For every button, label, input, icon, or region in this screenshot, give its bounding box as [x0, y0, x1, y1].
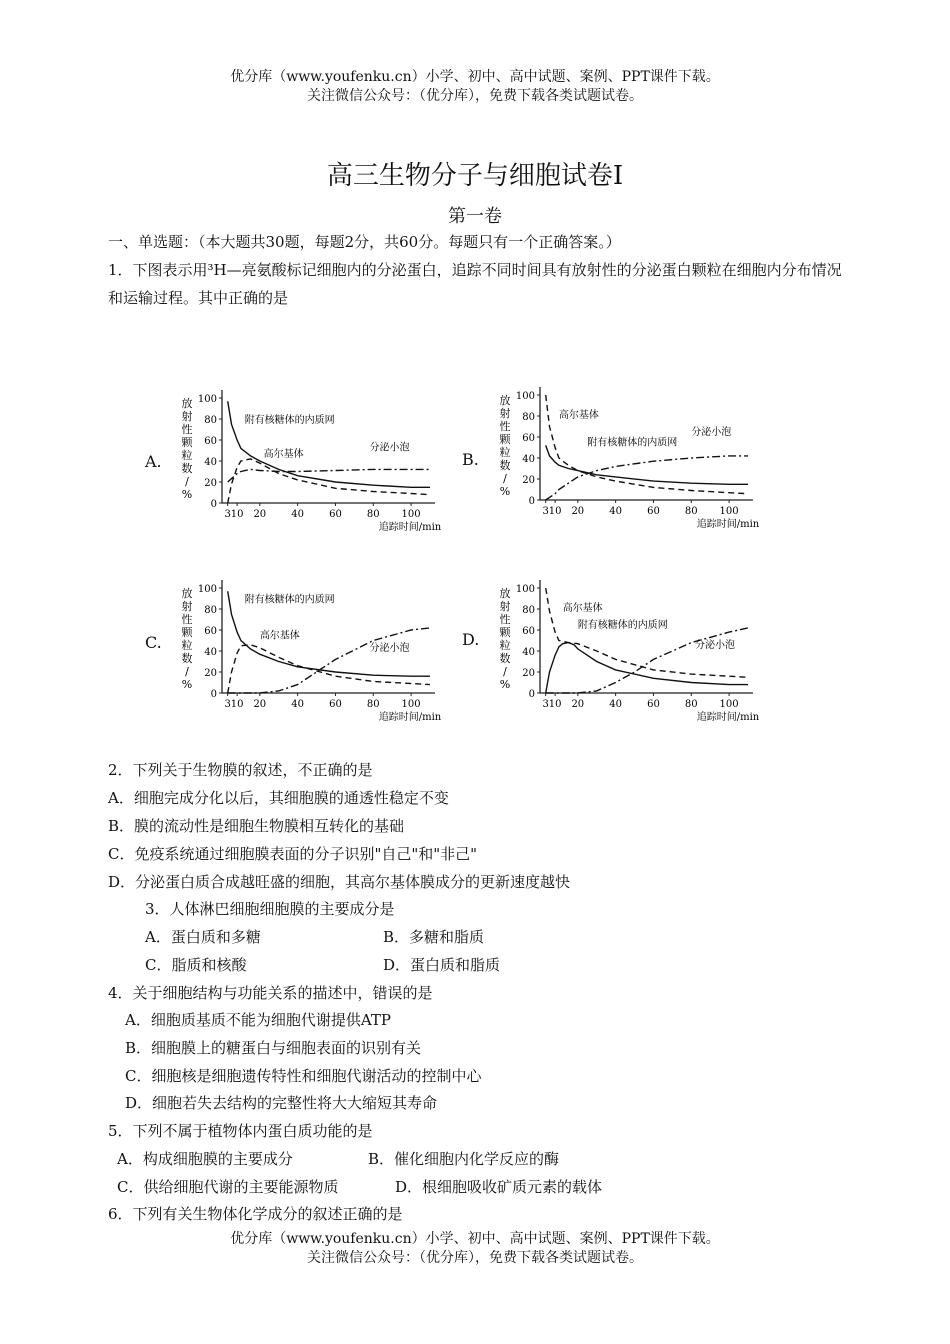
- y-axis-label-char: %: [181, 678, 193, 691]
- x-tick-label: 10: [548, 699, 562, 710]
- question-2-stem: 2．下列关于生物膜的叙述，不正确的是: [108, 761, 373, 779]
- y-axis-label-char: 放: [181, 587, 193, 600]
- question-5-option-b: B．催化细胞内化学反应的酶: [368, 1150, 560, 1168]
- y-axis-label-char: 粒: [499, 639, 511, 652]
- x-tick-label: 10: [230, 699, 244, 710]
- question-5-option-a: A．构成细胞膜的主要成分: [117, 1150, 293, 1168]
- y-axis-label-char: 放: [181, 397, 193, 410]
- y-tick-label: 60: [204, 626, 217, 637]
- question-4-option-b: B．细胞膜上的糖蛋白与细胞表面的识别有关: [125, 1039, 422, 1057]
- y-tick-label: 100: [197, 584, 217, 595]
- x-tick-label: 3: [542, 506, 549, 517]
- y-axis-label-char: 粒: [181, 449, 193, 462]
- y-axis-label-char: 射: [181, 600, 193, 613]
- vesicle-label: 分泌小泡: [369, 643, 410, 654]
- y-tick-label: 0: [210, 689, 217, 700]
- option-b-label: B.: [462, 450, 479, 469]
- y-axis-label-char: 射: [499, 600, 511, 613]
- y-axis-label-char: %: [181, 488, 193, 501]
- y-tick-label: 100: [197, 394, 217, 405]
- y-tick-label: 20: [522, 475, 535, 486]
- option-a-label: A.: [145, 452, 162, 471]
- x-tick-label: 20: [253, 699, 267, 710]
- question-2-option-b: B．膜的流动性是细胞生物膜相互转化的基础: [108, 817, 405, 835]
- y-tick-label: 60: [204, 436, 217, 447]
- question-4-option-a: A．细胞质基质不能为细胞代谢提供ATP: [125, 1011, 391, 1029]
- x-tick-label: 10: [230, 509, 244, 520]
- y-tick-label: 40: [204, 457, 217, 468]
- question-4-option-c: C．细胞核是细胞遗传特性和细胞代谢活动的控制中心: [125, 1067, 482, 1085]
- y-axis-label-char: %: [499, 485, 511, 498]
- er-label: 附有核糖体的内质网: [244, 594, 335, 606]
- x-tick-label: 100: [401, 699, 421, 710]
- x-tick-label: 80: [684, 699, 698, 710]
- x-tick-label: 40: [609, 699, 623, 710]
- x-tick-label: 100: [719, 699, 739, 710]
- x-tick-label: 10: [548, 506, 562, 517]
- question-3-option-b: B．多糖和脂质: [383, 928, 485, 946]
- x-tick-label: 100: [719, 506, 739, 517]
- x-axis-label: 追踪时间/min: [696, 712, 760, 723]
- header-line-1: 优分库（www.youfenku.cn）小学、初中、高中试题、案例、PPT课件下载。: [230, 69, 720, 85]
- y-axis-label-char: 性: [499, 613, 511, 626]
- chart-a: [170, 375, 450, 535]
- x-tick-label: 40: [291, 699, 305, 710]
- y-axis-label-char: %: [499, 678, 511, 691]
- question-4-stem: 4．关于细胞结构与功能关系的描述中，错误的是: [108, 984, 433, 1002]
- chart-b: [488, 372, 768, 532]
- footer-line-1: 优分库（www.youfenku.cn）小学、初中、高中试题、案例、PPT课件下载。: [230, 1231, 720, 1247]
- y-tick-label: 100: [515, 391, 535, 402]
- golgi-label: 高尔基体: [263, 448, 304, 460]
- chart-d: [488, 565, 768, 725]
- x-tick-label: 60: [647, 699, 660, 710]
- question-5-option-c: C．供给细胞代谢的主要能源物质: [117, 1178, 339, 1196]
- page-title: 高三生物分子与细胞试卷Ⅰ: [326, 161, 624, 191]
- y-tick-label: 20: [204, 668, 217, 679]
- x-tick-label: 3: [224, 509, 231, 520]
- y-tick-label: 80: [204, 415, 217, 426]
- question-3-option-d: D．蛋白质和脂质: [383, 956, 501, 974]
- series-line: [546, 456, 748, 500]
- y-tick-label: 20: [204, 478, 217, 489]
- question-3-stem: 3．人体淋巴细胞细胞膜的主要成分是: [145, 900, 395, 918]
- golgi-label: 高尔基体: [558, 410, 599, 422]
- y-axis-label-char: /: [503, 472, 507, 485]
- y-axis-label-char: 性: [499, 420, 511, 433]
- x-tick-label: 60: [329, 699, 342, 710]
- option-c-label: C.: [145, 633, 162, 652]
- y-tick-label: 0: [528, 496, 535, 507]
- question-5-stem: 5．下列不属于植物体内蛋白质功能的是: [108, 1122, 373, 1140]
- header-line-2: 关注微信公众号：（优分库），免费下载各类试题试卷。: [307, 88, 643, 104]
- y-tick-label: 40: [522, 454, 535, 465]
- option-d-label: D.: [462, 630, 480, 649]
- y-axis-label-char: /: [185, 475, 189, 488]
- er-label: 附有核糖体的内质网: [244, 415, 335, 427]
- y-axis-label-char: 放: [499, 587, 511, 600]
- x-tick-label: 20: [253, 509, 267, 520]
- y-tick-label: 100: [515, 584, 535, 595]
- vesicle-label: 分泌小泡: [695, 639, 736, 651]
- y-axis-label-char: 性: [181, 613, 193, 626]
- golgi-label: 高尔基体: [562, 603, 603, 615]
- y-tick-label: 40: [522, 647, 535, 658]
- x-tick-label: 3: [542, 699, 549, 710]
- y-tick-label: 0: [528, 689, 535, 700]
- x-tick-label: 20: [571, 506, 585, 517]
- y-axis-label-char: 粒: [181, 639, 193, 652]
- x-axis-label: 追踪时间/min: [378, 522, 442, 533]
- y-tick-label: 60: [522, 626, 535, 637]
- x-axis-label: 追踪时间/min: [378, 712, 442, 723]
- golgi-label: 高尔基体: [259, 630, 300, 642]
- footer-line-2: 关注微信公众号：（优分库），免费下载各类试题试卷。: [307, 1250, 643, 1266]
- y-axis-label-char: 射: [499, 407, 511, 420]
- x-tick-label: 80: [684, 506, 698, 517]
- question-5-option-d: D．根细胞吸收矿质元素的载体: [395, 1178, 603, 1196]
- series-line: [228, 469, 430, 482]
- y-axis-label-char: 颗: [499, 433, 511, 446]
- y-axis-label-char: 颗: [181, 626, 193, 639]
- x-axis-label: 追踪时间/min: [696, 519, 760, 530]
- x-tick-label: 3: [224, 699, 231, 710]
- section-subtitle: 第一卷: [448, 206, 502, 227]
- question-2-option-a: A．细胞完成分化以后，其细胞膜的通透性稳定不变: [108, 789, 449, 807]
- question-6-stem: 6．下列有关生物体化学成分的叙述正确的是: [108, 1205, 403, 1223]
- x-tick-label: 60: [329, 509, 342, 520]
- vesicle-label: 分泌小泡: [369, 442, 410, 454]
- y-tick-label: 20: [522, 668, 535, 679]
- section-heading: 一、单选题：（本大题共30题，每题2分，共60分。每题只有一个正确答案。）: [108, 233, 621, 251]
- x-tick-label: 20: [571, 699, 585, 710]
- x-tick-label: 60: [647, 506, 660, 517]
- y-tick-label: 0: [210, 499, 217, 510]
- y-tick-label: 80: [522, 605, 535, 616]
- question-3-option-a: A．蛋白质和多糖: [145, 928, 261, 946]
- y-axis-label-char: 放: [499, 394, 511, 407]
- x-tick-label: 40: [291, 509, 305, 520]
- question-4-option-d: D．细胞若失去结构的完整性将大大缩短其寿命: [125, 1094, 438, 1112]
- y-tick-label: 80: [522, 412, 535, 423]
- question-2-option-c: C．免疫系统通过细胞膜表面的分子识别"自己"和"非己": [108, 845, 478, 863]
- y-tick-label: 60: [522, 433, 535, 444]
- y-axis-label-char: 性: [181, 423, 193, 436]
- y-axis-label-char: 数: [499, 652, 511, 665]
- question-1-text: 1．下图表示用³H—亮氨酸标记细胞内的分泌蛋白，追踪不同时间具有放射性的分泌蛋白颗粒在细胞内分布情况和运输过程。其中正确的是: [108, 261, 842, 307]
- x-tick-label: 100: [401, 509, 421, 520]
- series-line: [546, 628, 748, 693]
- y-axis-label-char: 数: [181, 652, 193, 665]
- y-axis-label-char: 数: [181, 462, 193, 475]
- er-label: 附有核糖体的内质网: [587, 437, 678, 449]
- y-tick-label: 40: [204, 647, 217, 658]
- chart-c: [170, 565, 450, 725]
- vesicle-label: 分泌小泡: [691, 426, 732, 438]
- y-axis-label-char: 颗: [181, 436, 193, 449]
- y-tick-label: 80: [204, 605, 217, 616]
- question-3-option-c: C．脂质和核酸: [145, 956, 247, 974]
- question-2-option-d: D．分泌蛋白质合成越旺盛的细胞，其高尔基体膜成分的更新速度越快: [108, 873, 571, 891]
- y-axis-label-char: 颗: [499, 626, 511, 639]
- x-tick-label: 80: [366, 509, 380, 520]
- y-axis-label-char: 射: [181, 410, 193, 423]
- er-label: 附有核糖体的内质网: [577, 619, 668, 631]
- x-tick-label: 40: [609, 506, 623, 517]
- y-axis-label-char: /: [185, 665, 189, 678]
- y-axis-label-char: /: [503, 665, 507, 678]
- y-axis-label-char: 数: [499, 459, 511, 472]
- y-axis-label-char: 粒: [499, 446, 511, 459]
- x-tick-label: 80: [366, 699, 380, 710]
